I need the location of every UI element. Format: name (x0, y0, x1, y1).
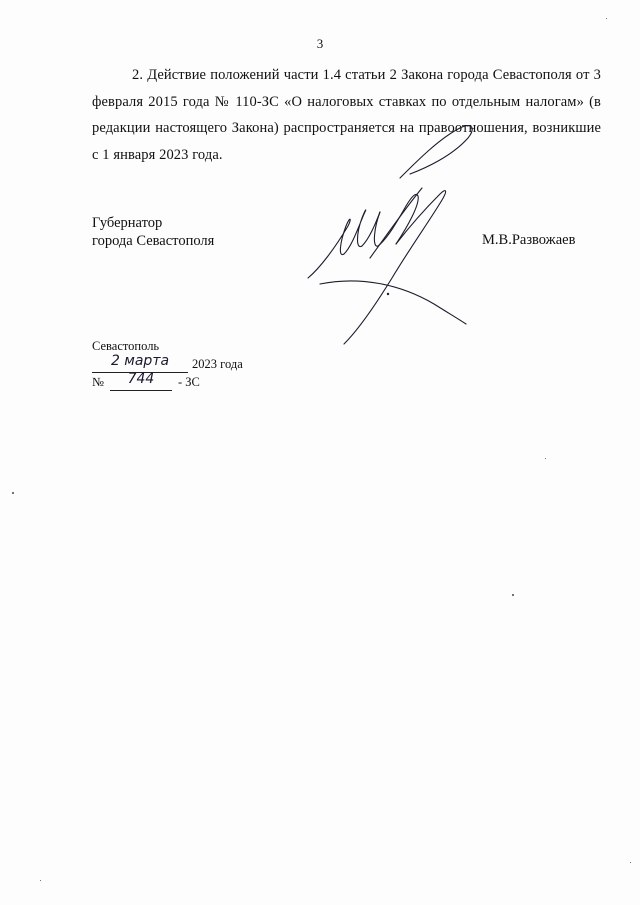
scan-speck (630, 862, 631, 863)
scan-speck (545, 458, 546, 459)
signer-title-line2: города Севастополя (92, 233, 215, 249)
body-paragraph: 2. Действие положений части 1.4 статьи 2 Закона города Севастополя от 3 февраля 2015 года № 110-ЗС «О налоговых ставках по отдельным налогам» (в редакции настоящего Закона) распространяется на правоотношения, возникшие с 1 января 2023 года. (92, 67, 601, 163)
scan-speck (606, 18, 607, 19)
signer-title (92, 214, 214, 250)
scan-speck (512, 594, 514, 596)
scan-speck (12, 492, 14, 494)
footer-date-row (92, 355, 243, 373)
signer-title-line1: Губернатор (92, 215, 163, 231)
number-field (110, 373, 172, 391)
page-number: 3 (316, 36, 324, 51)
number-handwritten: 744 (127, 371, 155, 387)
number-prefix: № (92, 375, 104, 389)
number-suffix: - ЗС (177, 375, 200, 389)
scan-speck (40, 880, 41, 881)
footer-city: Севастополь (92, 339, 160, 353)
signer-name: М.В.Развожаев (482, 232, 576, 248)
footer-number-row (92, 373, 243, 391)
footer-block (92, 337, 243, 391)
date-suffix: 2023 года (192, 357, 243, 371)
handwritten-signature (300, 108, 490, 348)
date-handwritten: 2 марта (110, 353, 170, 369)
